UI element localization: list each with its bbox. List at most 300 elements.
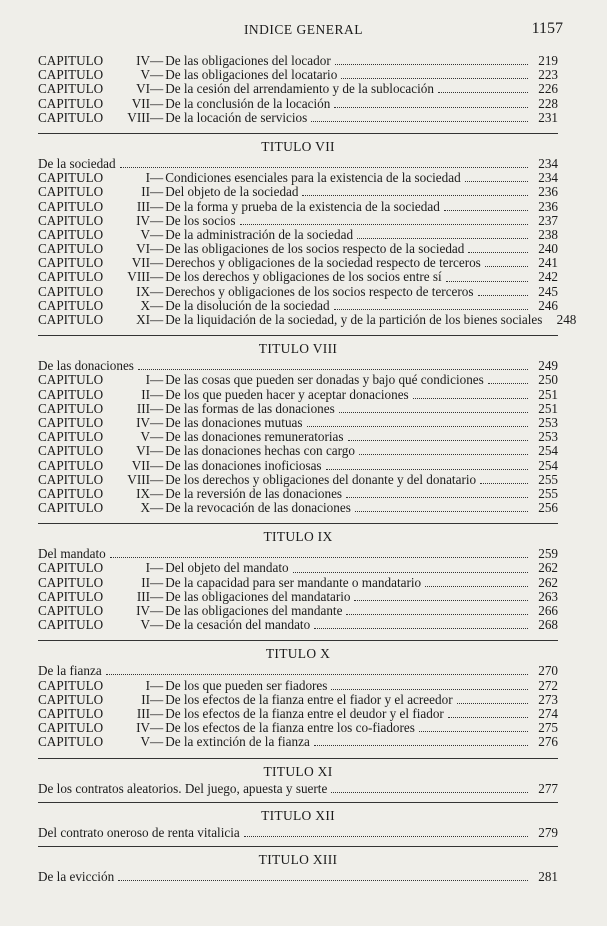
chapter-entry (38, 459, 558, 473)
section-intro-entry (38, 826, 558, 840)
chapter-label: CAPITULO (38, 705, 104, 721)
em-dash: — (150, 67, 164, 83)
entry-title: De los efectos de la fianza entre el fiador y el acreedor (165, 692, 453, 707)
dot-leader (457, 703, 528, 704)
chapter-entry (38, 312, 577, 327)
dot-leader (488, 383, 528, 384)
entry-page: 272 (538, 677, 558, 693)
entry-page: 254 (538, 443, 558, 459)
entry-page: 226 (538, 81, 558, 97)
toc-section (38, 335, 558, 515)
chapter-label: CAPITULO (38, 297, 104, 313)
entry-page: 255 (538, 485, 558, 501)
em-dash: — (150, 400, 164, 416)
em-dash: — (150, 241, 164, 257)
chapter-entry (38, 185, 558, 199)
em-dash: — (150, 720, 164, 736)
entry-title: De la forma y prueba de la existencia de la sociedad (165, 199, 440, 214)
entry-title: De las donaciones mutuas (165, 415, 303, 430)
dot-leader (118, 880, 528, 881)
chapter-label: CAPITULO (38, 574, 104, 590)
dot-leader (357, 238, 528, 239)
chapter-label: CAPITULO (38, 269, 104, 285)
section-heading: TITULO XIII (258, 851, 338, 867)
entry-title: De las obligaciones del mandante (165, 604, 343, 618)
em-dash: — (150, 372, 164, 388)
dot-leader (326, 469, 528, 470)
entry-page: 251 (538, 400, 558, 416)
em-dash: — (150, 81, 164, 97)
em-dash: — (150, 588, 164, 604)
dot-leader (307, 426, 528, 427)
entry-page: 231 (538, 109, 558, 125)
entry-page: 234 (538, 170, 558, 186)
dot-leader (419, 731, 528, 732)
em-dash: — (150, 560, 164, 576)
chapter-entry (38, 618, 558, 632)
dot-leader (425, 586, 528, 587)
entry-title: De las obligaciones del locatario (165, 68, 338, 83)
chapter-entry (38, 214, 558, 228)
entry-page: 273 (538, 691, 558, 707)
dot-leader (448, 717, 528, 718)
dot-leader (339, 412, 528, 413)
chapter-numeral: III (136, 705, 150, 721)
dot-leader (244, 836, 528, 837)
section-heading: TITULO X (265, 646, 331, 662)
chapter-numeral: I (145, 677, 150, 693)
entry-page: 251 (538, 386, 558, 402)
entry-page: 236 (538, 198, 558, 214)
entry-title: De la evicción (38, 869, 115, 884)
chapter-entry (38, 693, 558, 707)
em-dash: — (150, 457, 164, 473)
chapter-numeral: IX (136, 485, 150, 501)
page-number: 1157 (531, 20, 563, 37)
chapter-numeral: III (136, 198, 150, 214)
chapter-label: CAPITULO (38, 734, 104, 750)
em-dash: — (150, 617, 164, 633)
chapter-label: CAPITULO (38, 691, 104, 707)
chapter-entry (38, 171, 558, 185)
entry-page: 276 (538, 734, 558, 750)
chapter-label: CAPITULO (38, 485, 104, 501)
entry-page: 234 (538, 155, 558, 171)
toc-section (38, 133, 577, 327)
chapter-numeral: IV (136, 53, 150, 68)
dot-leader (478, 295, 528, 296)
dot-leader (468, 252, 528, 253)
em-dash: — (150, 255, 164, 271)
dot-leader (331, 689, 528, 690)
entry-title: De las donaciones (38, 359, 134, 374)
entry-page: 254 (538, 457, 558, 473)
entry-page: 249 (538, 358, 558, 374)
entry-title: De los derechos y obligaciones de los socios entre sí (165, 270, 442, 285)
entry-page: 268 (538, 617, 558, 633)
entry-title: Del mandato (38, 547, 106, 562)
chapter-label: CAPITULO (38, 617, 104, 633)
entry-title: De las formas de las donaciones (165, 401, 335, 416)
entry-page: 248 (556, 312, 577, 327)
entry-page: 262 (538, 574, 558, 590)
chapter-label: CAPITULO (38, 184, 104, 200)
chapter-label: CAPITULO (38, 312, 104, 327)
chapter-entry (38, 402, 558, 416)
entry-page: 253 (538, 429, 558, 445)
chapter-entry (38, 444, 558, 458)
chapter-label: CAPITULO (38, 720, 104, 736)
entry-title: De la liquidación de la sociedad, y de la partición de los bienes sociales (165, 313, 543, 327)
entry-title: De los que pueden hacer y aceptar donaciones (165, 387, 409, 402)
em-dash: — (150, 212, 164, 228)
chapter-numeral: VI (136, 81, 150, 97)
chapter-numeral: II (141, 574, 150, 590)
chapter-entry (38, 242, 558, 256)
chapter-label: CAPITULO (38, 95, 104, 111)
toc-section (38, 758, 558, 796)
entry-title: De la fianza (38, 664, 102, 679)
chapter-label: CAPITULO (38, 677, 104, 693)
entry-page: 262 (538, 560, 558, 576)
entry-page: 237 (538, 212, 558, 228)
chapter-entry (38, 373, 558, 387)
dot-leader (346, 614, 528, 615)
em-dash: — (150, 109, 164, 125)
toc-section (38, 640, 558, 749)
dot-leader (293, 572, 528, 573)
section-rule (38, 133, 558, 134)
dot-leader (444, 210, 528, 211)
entry-title: De las donaciones remuneratorias (165, 430, 344, 445)
entry-title: De la cesión del arrendamiento y de la sublocación (165, 82, 434, 97)
chapter-numeral: III (136, 588, 150, 604)
entry-title: De la cesación del mandato (165, 618, 311, 633)
chapter-entry (38, 679, 558, 693)
dot-leader (480, 483, 528, 484)
dot-leader (465, 181, 528, 182)
chapter-entry (38, 54, 558, 68)
dot-leader (359, 454, 528, 455)
entry-page: 266 (538, 603, 558, 618)
entry-title: De los efectos de la fianza entre el deudor y el fiador (165, 706, 444, 721)
chapter-numeral: VII (131, 457, 150, 473)
entry-page: 228 (538, 95, 558, 111)
chapter-label: CAPITULO (38, 386, 104, 402)
chapter-numeral: V (140, 734, 150, 750)
chapter-label: CAPITULO (38, 212, 104, 228)
em-dash: — (150, 443, 164, 459)
section-rule (38, 802, 558, 803)
chapter-entry (38, 111, 558, 125)
running-header-title: INDICE GENERAL (243, 22, 364, 37)
em-dash: — (150, 471, 164, 487)
chapter-numeral: XI (136, 312, 150, 327)
chapter-numeral: I (145, 170, 150, 186)
entry-title: De los que pueden ser fiadores (165, 678, 328, 693)
entry-title: De los efectos de la fianza entre los co-fiadores (165, 721, 415, 736)
chapter-numeral: VI (136, 241, 150, 257)
chapter-numeral: II (141, 386, 150, 402)
chapter-numeral: V (140, 67, 150, 83)
em-dash: — (150, 734, 164, 750)
em-dash: — (150, 53, 164, 68)
chapter-label: CAPITULO (38, 81, 104, 97)
chapter-entry (38, 97, 558, 111)
entry-title: De la extinción de la fianza (165, 735, 310, 750)
dot-leader (240, 224, 528, 225)
chapter-label: CAPITULO (38, 443, 104, 459)
section-heading: TITULO XI (263, 763, 333, 779)
chapter-entry (38, 68, 558, 82)
entry-title: De las obligaciones de los socios respecto de la sociedad (165, 242, 465, 257)
chapter-numeral: V (140, 429, 150, 445)
dot-leader (120, 167, 528, 168)
chapter-numeral: II (141, 184, 150, 200)
chapter-entry (38, 256, 558, 270)
dot-leader (311, 121, 528, 122)
section-intro-entry (38, 157, 558, 171)
dot-leader (438, 92, 528, 93)
em-dash: — (150, 184, 164, 200)
chapter-entry (38, 430, 558, 444)
entry-page: 256 (538, 500, 558, 516)
chapter-entry (38, 299, 558, 313)
em-dash: — (150, 500, 164, 516)
chapter-numeral: VIII (127, 109, 150, 125)
chapter-label: CAPITULO (38, 170, 104, 186)
entry-title: Derechos y obligaciones de la sociedad respecto de terceros (165, 256, 481, 271)
entry-page: 279 (538, 824, 558, 840)
entry-page: 219 (538, 53, 558, 68)
chapter-entry (38, 576, 558, 590)
section-heading: TITULO IX (263, 529, 333, 545)
section-heading: TITULO XII (261, 807, 335, 823)
toc-section (38, 54, 558, 125)
chapter-label: CAPITULO (38, 283, 104, 299)
chapter-numeral: IV (136, 603, 150, 618)
em-dash: — (150, 603, 164, 618)
section-rule (38, 523, 558, 524)
chapter-numeral: III (136, 400, 150, 416)
entry-title: Derechos y obligaciones de los socios respecto de terceros (165, 284, 474, 299)
em-dash: — (150, 485, 164, 501)
chapter-entry (38, 200, 558, 214)
chapter-numeral: VI (136, 443, 150, 459)
chapter-label: CAPITULO (38, 226, 104, 242)
entry-page: 242 (538, 269, 558, 285)
section-rule (38, 846, 558, 847)
entry-page: 253 (538, 414, 558, 430)
chapter-entry (38, 416, 558, 430)
chapter-numeral: I (145, 372, 150, 388)
em-dash: — (150, 95, 164, 111)
chapter-label: CAPITULO (38, 588, 104, 604)
chapter-entry (38, 388, 558, 402)
entry-title: De la disolución de la sociedad (165, 298, 330, 313)
entry-page: 277 (538, 780, 558, 796)
em-dash: — (150, 705, 164, 721)
dot-leader (106, 674, 528, 675)
chapter-label: CAPITULO (38, 414, 104, 430)
dot-leader (335, 64, 528, 65)
em-dash: — (150, 198, 164, 214)
chapter-entry (38, 735, 558, 749)
entry-title: Del contrato oneroso de renta vitalicia (38, 825, 240, 840)
section-rule (38, 335, 558, 336)
section-intro-entry (38, 359, 558, 373)
chapter-label: CAPITULO (38, 429, 104, 445)
em-dash: — (150, 414, 164, 430)
chapter-numeral: II (141, 691, 150, 707)
em-dash: — (150, 226, 164, 242)
chapter-label: CAPITULO (38, 53, 104, 68)
chapter-label: CAPITULO (38, 198, 104, 214)
chapter-entry (38, 721, 558, 735)
chapter-numeral: VIII (127, 269, 150, 285)
em-dash: — (150, 297, 164, 313)
em-dash: — (150, 429, 164, 445)
dot-leader (138, 369, 528, 370)
chapter-entry (38, 473, 558, 487)
chapter-numeral: V (140, 226, 150, 242)
dot-leader (331, 792, 528, 793)
dot-leader (334, 309, 528, 310)
chapter-label: CAPITULO (38, 500, 104, 516)
entry-page: 250 (538, 372, 558, 388)
chapter-label: CAPITULO (38, 241, 104, 257)
entry-title: De la conclusión de la locación (165, 96, 331, 111)
em-dash: — (150, 312, 164, 327)
chapter-label: CAPITULO (38, 67, 104, 83)
entry-title: Del objeto de la sociedad (165, 185, 299, 200)
entry-title: De los contratos aleatorios. Del juego, apuesta y suerte (38, 781, 328, 796)
em-dash: — (150, 386, 164, 402)
entry-page: 275 (538, 720, 558, 736)
chapter-numeral: IX (136, 283, 150, 299)
dot-leader (341, 78, 528, 79)
chapter-label: CAPITULO (38, 255, 104, 271)
dot-leader (354, 600, 528, 601)
section-intro-entry (38, 870, 558, 884)
chapter-numeral: I (145, 560, 150, 576)
entry-title: Condiciones esenciales para la existencia de la sociedad (165, 171, 461, 186)
toc-section (38, 802, 558, 840)
entry-page: 274 (538, 705, 558, 721)
em-dash: — (150, 574, 164, 590)
entry-page: 238 (538, 226, 558, 242)
entry-title: De la administración de la sociedad (165, 227, 354, 242)
chapter-label: CAPITULO (38, 372, 104, 388)
chapter-numeral: X (140, 500, 150, 516)
entry-page: 223 (538, 67, 558, 83)
chapter-label: CAPITULO (38, 603, 104, 618)
chapter-entry (38, 487, 558, 501)
section-heading: TITULO VII (261, 138, 335, 154)
em-dash: — (150, 691, 164, 707)
chapter-numeral: V (140, 617, 150, 633)
dot-leader (314, 628, 528, 629)
entry-page: 240 (538, 241, 558, 257)
section-intro-entry (38, 547, 558, 561)
chapter-entry (38, 82, 558, 96)
entry-page: 270 (538, 663, 558, 679)
chapter-entry (38, 561, 558, 575)
em-dash: — (150, 283, 164, 299)
entry-page: 245 (538, 283, 558, 299)
dot-leader (314, 745, 528, 746)
chapter-numeral: IV (136, 414, 150, 430)
entry-page: 259 (538, 546, 558, 562)
dot-leader (446, 281, 528, 282)
chapter-entry (38, 285, 558, 299)
chapter-entry (38, 270, 558, 284)
chapter-numeral: IV (136, 212, 150, 228)
entry-title: De las cosas que pueden ser donadas y bajo qué condiciones (165, 373, 484, 388)
entry-title: De la capacidad para ser mandante o mandatario (165, 575, 422, 590)
entry-title: De la sociedad (38, 156, 116, 171)
dot-leader (110, 557, 528, 558)
entry-page: 241 (538, 255, 558, 271)
chapter-label: CAPITULO (38, 400, 104, 416)
chapter-label: CAPITULO (38, 471, 104, 487)
chapter-numeral: VII (131, 255, 150, 271)
chapter-entry (38, 707, 558, 721)
section-rule (38, 758, 558, 759)
toc-section (38, 523, 558, 632)
entry-title: De la revocación de las donaciones (165, 501, 351, 516)
dot-leader (485, 266, 528, 267)
chapter-numeral: IV (136, 720, 150, 736)
entry-title: De los socios (165, 213, 236, 228)
toc-section (38, 846, 558, 884)
entry-title: De las donaciones hechas con cargo (165, 444, 355, 459)
chapter-label: CAPITULO (38, 457, 104, 473)
dot-leader (346, 497, 528, 498)
dot-leader (413, 398, 528, 399)
section-intro-entry (38, 782, 558, 796)
chapter-numeral: VIII (127, 471, 150, 487)
dot-leader (302, 195, 528, 196)
entry-title: De las donaciones inoficiosas (165, 458, 322, 473)
entry-page: 246 (538, 297, 558, 313)
entry-title: De las obligaciones del mandatario (165, 589, 351, 604)
section-rule (38, 640, 558, 641)
chapter-entry (38, 501, 558, 515)
chapter-entry (38, 590, 558, 604)
dot-leader (355, 511, 528, 512)
chapter-numeral: X (140, 297, 150, 313)
section-heading: TITULO VIII (258, 341, 338, 357)
em-dash: — (150, 269, 164, 285)
chapter-label: CAPITULO (38, 109, 104, 125)
entry-page: 263 (538, 588, 558, 604)
entry-title: De la locación de servicios (165, 110, 308, 125)
em-dash: — (150, 677, 164, 693)
entry-title: De las obligaciones del locador (165, 54, 331, 68)
entry-title: De la reversión de las donaciones (165, 486, 343, 501)
section-intro-entry (38, 664, 558, 678)
dot-leader (348, 440, 528, 441)
chapter-entry (38, 604, 558, 618)
chapter-label: CAPITULO (38, 560, 104, 576)
entry-page: 281 (538, 868, 558, 884)
entry-title: Del objeto del mandato (165, 561, 289, 576)
em-dash: — (150, 170, 164, 186)
dot-leader (334, 107, 528, 108)
entry-page: 236 (538, 184, 558, 200)
chapter-numeral: VII (131, 95, 150, 111)
